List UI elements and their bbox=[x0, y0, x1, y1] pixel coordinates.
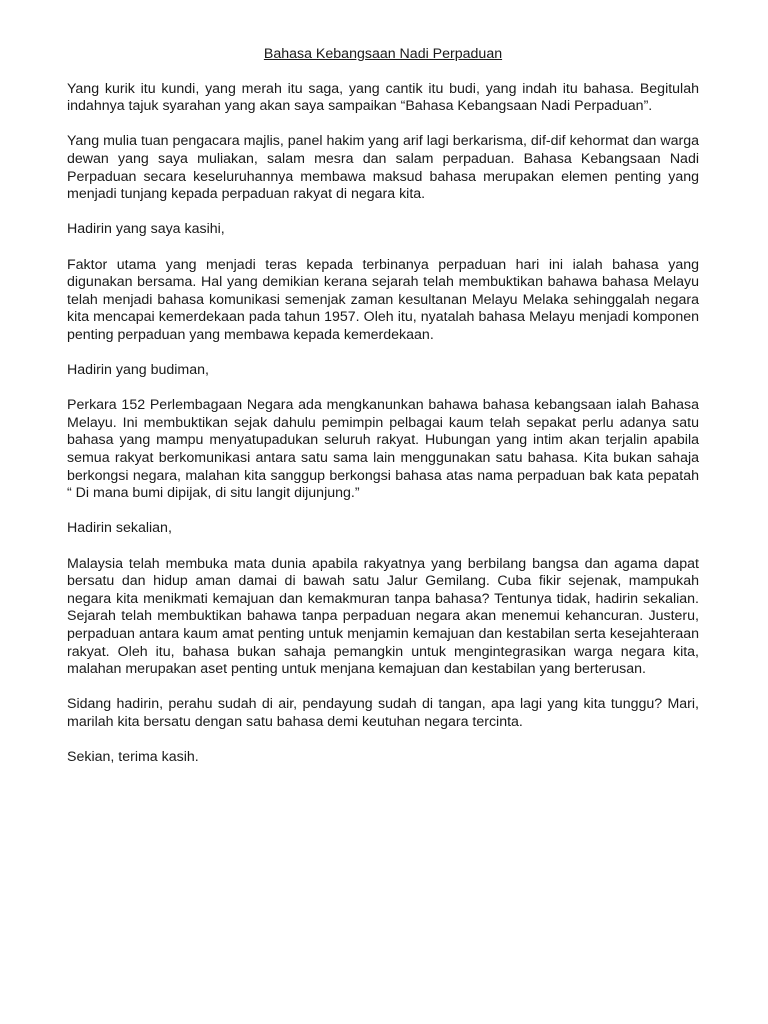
salutation-kasihi: Hadirin yang saya kasihi, bbox=[67, 221, 225, 238]
salutation-budiman: Hadirin yang budiman, bbox=[67, 362, 209, 379]
paragraph-malaysia: Malaysia telah membuka mata dunia apabila rakyatnya yang berbilang bangsa dan agama dapat bersatu dan hidup aman damai di bawah satu Jalur Gemilang. Cuba fikir sejenak, mampukah negara kita menikmati kemajuan dan kemakmuran tanpa bahasa? Tentunya tidak, hadirin sekalian. Sejarah telah membuktikan bahawa tanpa perpaduan negara akan menemui kehancuran. Justeru, perpaduan antara kaum amat penting untuk menjamin kemajuan dan kestabilan serta kesejahteraan rakyat. Oleh itu, bahasa bukan sahaja pemangkin untuk mengintegrasikan warga negara kita, malahan merupakan aset penting untuk menjana kemajuan dan kestabilan yang berterusan. bbox=[67, 555, 699, 678]
sign-off: Sekian, terima kasih. bbox=[67, 749, 199, 766]
paragraph-closing: Sidang hadirin, perahu sudah di air, pendayung sudah di tangan, apa lagi yang kita tunggu? Mari, marilah kita bersatu dengan satu bahasa demi keutuhan negara tercinta. bbox=[67, 696, 699, 730]
paragraph-faktor-utama: Faktor utama yang menjadi teras kepada terbinanya perpaduan hari ini ialah bahasa yang digunakan bersama. Hal yang demikian kerana sejarah telah membuktikan bahawa bahasa Melayu telah menjadi bahasa komunikasi semenjak zaman kesultanan Melayu Melaka sehinggalah negara kita mencapai kemerdekaan pada tahun 1957. Oleh itu, nyatalah bahasa Melayu menjadi komponen penting perpaduan yang membawa kepada kemerdekaan. bbox=[67, 256, 699, 343]
paragraph-opening: Yang kurik itu kundi, yang merah itu saga, yang cantik itu budi, yang indah itu bahasa. Begitulah indahnya tajuk syarahan yang akan saya sampaikan “Bahasa Kebangsaan Nadi Perpaduan”. bbox=[67, 80, 699, 115]
paragraph-greeting: Yang mulia tuan pengacara majlis, panel hakim yang arif lagi berkarisma, dif-dif kehormat dan warga dewan yang saya muliakan, salam mesra dan salam perpaduan. Bahasa Kebangsaan Nadi Perpaduan secara keseluruhannya membawa maksud bahasa merupakan elemen penting yang menjadi tunjang kepada perpaduan rakyat di negara kita. bbox=[67, 133, 699, 203]
document-body bbox=[67, 46, 699, 784]
paragraph-perkara-152: Perkara 152 Perlembagaan Negara ada mengkanunkan bahawa bahasa kebangsaan ialah Bahasa Melayu. Ini membuktikan sejak dahulu pemimpin pelbagai kaum telah sepakat perlu adanya satu bahasa yang mampu menyatupadukan seluruh rakyat. Hubungan yang intim akan terjalin apabila semua rakyat berkomunikasi antara satu sama lain menggunakan satu bahasa. Kita bukan sahaja berkongsi negara, malahan kita sanggup berkongsi bahasa atas nama perpaduan bak kata pepatah “ Di mana bumi dipijak, di situ langit dijunjung.” bbox=[67, 397, 699, 502]
document-title: Bahasa Kebangsaan Nadi Perpaduan bbox=[263, 46, 503, 62]
salutation-sekalian: Hadirin sekalian, bbox=[67, 520, 172, 537]
